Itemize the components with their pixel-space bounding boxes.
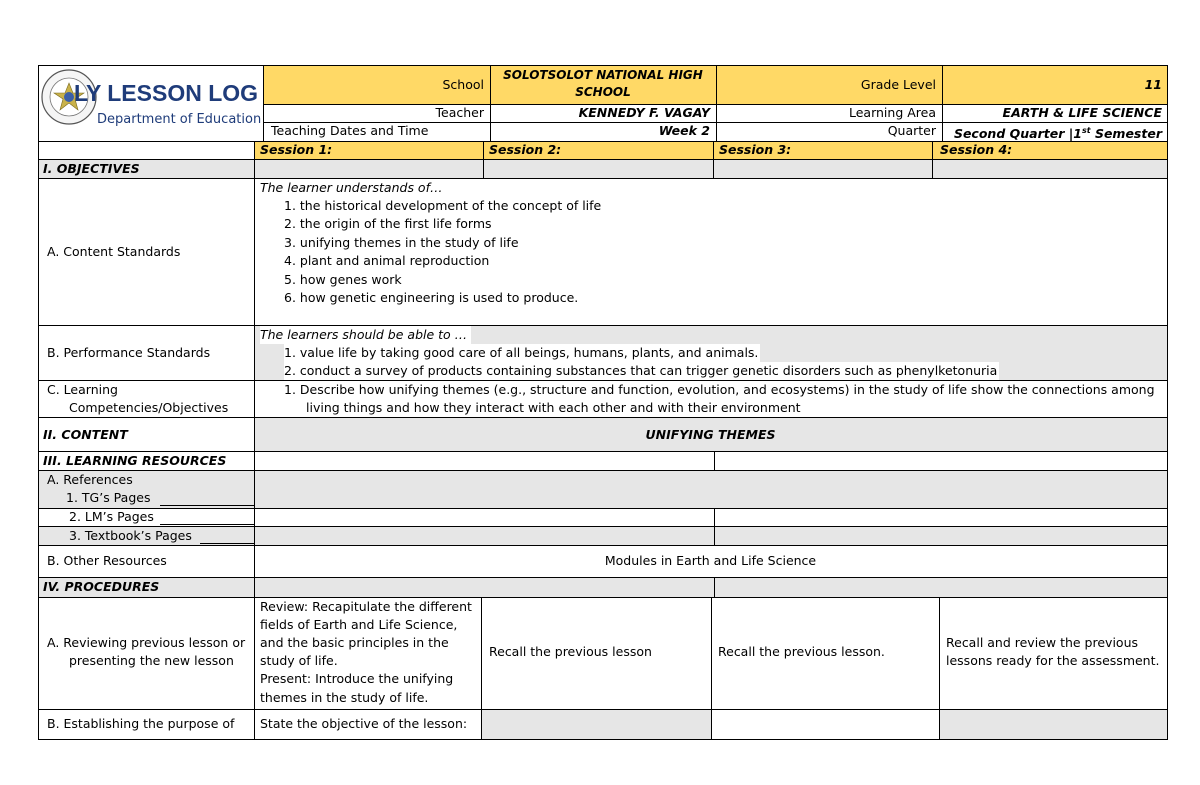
reviewing-label-2: presenting the new lesson [69, 653, 234, 668]
content-heading: II. CONTENT [43, 427, 128, 442]
teacher-value: KENNEDY F. VAGAY [578, 105, 710, 120]
content-value: UNIFYING THEMES [645, 427, 776, 442]
resources-heading: III. LEARNING RESOURCES [43, 453, 227, 468]
content-standard-item: 6. how genetic engineering is used to produce. [284, 290, 579, 305]
establishing-purpose-label: B. Establishing the purpose of [47, 716, 235, 731]
dates-value: Week 2 [658, 123, 710, 138]
session-1-review-line: fields of Earth and Life Science, [260, 617, 458, 632]
session-1-review-line: themes in the study of life. [260, 690, 429, 705]
grade-level-label: Grade Level [860, 77, 936, 92]
session-1-review-line: study of life. [260, 653, 338, 668]
performance-item: 2. conduct a survey of products containing substances that can trigger genetic disorders such as phenylketonuria [284, 362, 999, 381]
teacher-label: Teacher [435, 105, 484, 120]
learning-area-label: Learning Area [848, 105, 936, 120]
quarter-label: Quarter [887, 123, 936, 138]
content-standards-intro: The learner understands of… [260, 180, 443, 195]
school-value: SOLOTSOLOT NATIONAL HIGH SCHOOL [503, 68, 703, 99]
page-title: LY LESSON LOG [74, 80, 259, 106]
content-standard-item: 1. the historical development of the concept of life [284, 198, 602, 213]
content-standard-item: 3. unifying themes in the study of life [284, 235, 519, 250]
performance-standards-label: B. Performance Standards [47, 345, 211, 360]
department-name: Department of Education [97, 112, 262, 127]
references-label: A. References [47, 472, 133, 487]
performance-intro: The learners should be able to … [260, 326, 471, 344]
session-1-review-line: and the basic principles in the [260, 635, 449, 650]
competencies-label: C. Learning [47, 382, 118, 397]
procedures-heading: IV. PROCEDURES [43, 579, 160, 594]
session-2-header: Session 2: [489, 142, 562, 157]
session-2-review: Recall the previous lesson [489, 644, 652, 659]
other-resources-value: Modules in Earth and Life Science [604, 553, 817, 568]
competency-item: 1. Describe how unifying themes (e.g., structure and function, evolution, and ecosystems) in the study of life show the connections among [284, 382, 1155, 397]
content-standard-item: 4. plant and animal reproduction [284, 253, 490, 268]
school-label: School [442, 77, 484, 92]
session-1-review-line: Present: Introduce the unifying [260, 671, 454, 686]
performance-item: 1. value life by taking good care of all beings, humans, plants, and animals. [284, 345, 759, 360]
competencies-label-2: Competencies/Objectives [69, 400, 229, 415]
textbook-pages-label: 3. Textbook’s Pages [69, 528, 192, 543]
dates-label: Teaching Dates and Time [271, 123, 429, 138]
other-resources-label: B. Other Resources [47, 553, 167, 568]
session-4-review-2: lessons ready for the assessment. [946, 653, 1160, 668]
session-4-review: Recall and review the previous [946, 635, 1138, 650]
content-standard-item: 5. how genes work [284, 272, 402, 287]
grade-level-value: 11 [1144, 77, 1162, 92]
session-3-header: Session 3: [719, 142, 792, 157]
session-1-header: Session 1: [260, 142, 333, 157]
competency-item-continued: living things and how they interact with each other and with their environment [306, 399, 801, 418]
lm-pages-label: 2. LM’s Pages [69, 509, 154, 524]
session-3-review: Recall the previous lesson. [718, 644, 885, 659]
reviewing-label: A. Reviewing previous lesson or [47, 635, 246, 650]
quarter-value: Second Quarter |1st Semester [953, 126, 1162, 142]
session-1-review-line: Review: Recapitulate the different [260, 599, 472, 614]
content-standards-label: A. Content Standards [47, 244, 181, 259]
content-standard-item: 2. the origin of the first life forms [284, 216, 492, 231]
objectives-heading: I. OBJECTIVES [43, 161, 140, 176]
session-1-objective-statement: State the objective of the lesson: [260, 716, 468, 731]
tg-pages-label: 1. TG’s Pages [66, 490, 151, 505]
learning-area-value: EARTH & LIFE SCIENCE [1002, 105, 1162, 120]
session-4-header: Session 4: [940, 142, 1013, 157]
